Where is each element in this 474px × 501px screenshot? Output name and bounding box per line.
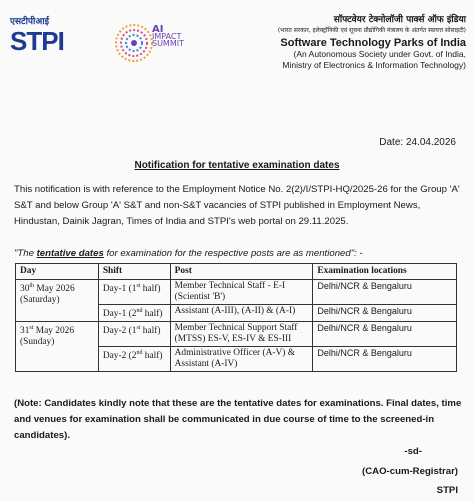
shift-cell: Day-2 (1st half) [98,322,170,347]
day-cell: 30th May 2026 (Saturday) [16,280,99,322]
stpi-logo-word: STPI [10,26,64,56]
notice-date: Date: 24.04.2026 [379,137,456,148]
signature-sd: -sd- [404,446,422,457]
table-header-row [16,264,457,280]
organization-block [276,12,466,71]
table-row [16,322,457,347]
location-cell: Delhi/NCR & Bengaluru [313,305,457,322]
schedule-intro: "The tentative dates for examination for the respective posts are as mentioned": - [14,248,363,259]
org-name: Software Technology Parks of India [280,37,466,49]
stpi-logo-hindi: एसटीपीआई [10,17,49,27]
post-cell: Member Technical Staff - E-I (Scientist 'B') [170,280,313,305]
header-day: Day [16,264,99,280]
header-location: Examination locations [313,264,457,280]
candidate-note: (Note: Candidates kindly note that these are the tentative dates for examinations. Final dates, time and venues for examination shall be communicated in due course of time to the screened-in candidates). [14,398,462,441]
shift-cell: Day-1 (1st half) [98,280,170,305]
signatory-org: STPI [436,485,458,496]
post-cell: Assistant (A-III), (A-II) & (A-I) [170,305,313,322]
header-post: Post [170,264,313,280]
exam-schedule-table [15,263,457,372]
org-sub-line-1: (An Autonomous Society under Govt. of India, [293,49,466,59]
header-shift: Shift [98,264,170,280]
shift-cell: Day-1 (2nd half) [98,305,170,322]
letterhead [0,0,474,92]
post-cell: Administrative Officer (A-V) & Assistant (A-IV) [170,347,313,372]
day-cell: 31st May 2026 (Sunday) [16,322,99,372]
location-cell: Delhi/NCR & Bengaluru [313,322,457,347]
table-row [16,280,457,305]
post-cell: Member Technical Support Staff (MTSS) ES-V, ES-IV & ES-III [170,322,313,347]
org-sub-line-2: Ministry of Electronics & Information Technology) [282,60,466,70]
notice-title: Notification for tentative examination dates [134,160,340,171]
ai-logo-text: AI IMPACT SUMMIT [152,24,184,48]
shift-cell: Day-2 (2nd half) [98,347,170,372]
location-cell: Delhi/NCR & Bengaluru [313,280,457,305]
org-sub-hindi: (भारत सरकार, इलेक्ट्रॉनिकी एवं सूचना प्रौद्योगिकी मंत्रालय के अंतर्गत स्वायत्त सोसाइटी) [277,27,466,34]
org-name-hindi: सॉफ्टवेयर टेक्नोलॉजी पार्क्स ऑफ इंडिया [333,15,466,25]
signatory-designation: (CAO-cum-Registrar) [362,466,458,477]
notice-paragraph: This notification is with reference to the Employment Notice No. 2(2)/I/STPI-HQ/2025-26 for the Group 'A' S&T and below Group 'A' S&T and non-S&T vacancies of STPI published in Employment News, Hindustan, Dainik Jagran, Times of India and STPI's web portal on 29.11.2025. [14,184,460,227]
location-cell: Delhi/NCR & Bengaluru [313,347,457,372]
